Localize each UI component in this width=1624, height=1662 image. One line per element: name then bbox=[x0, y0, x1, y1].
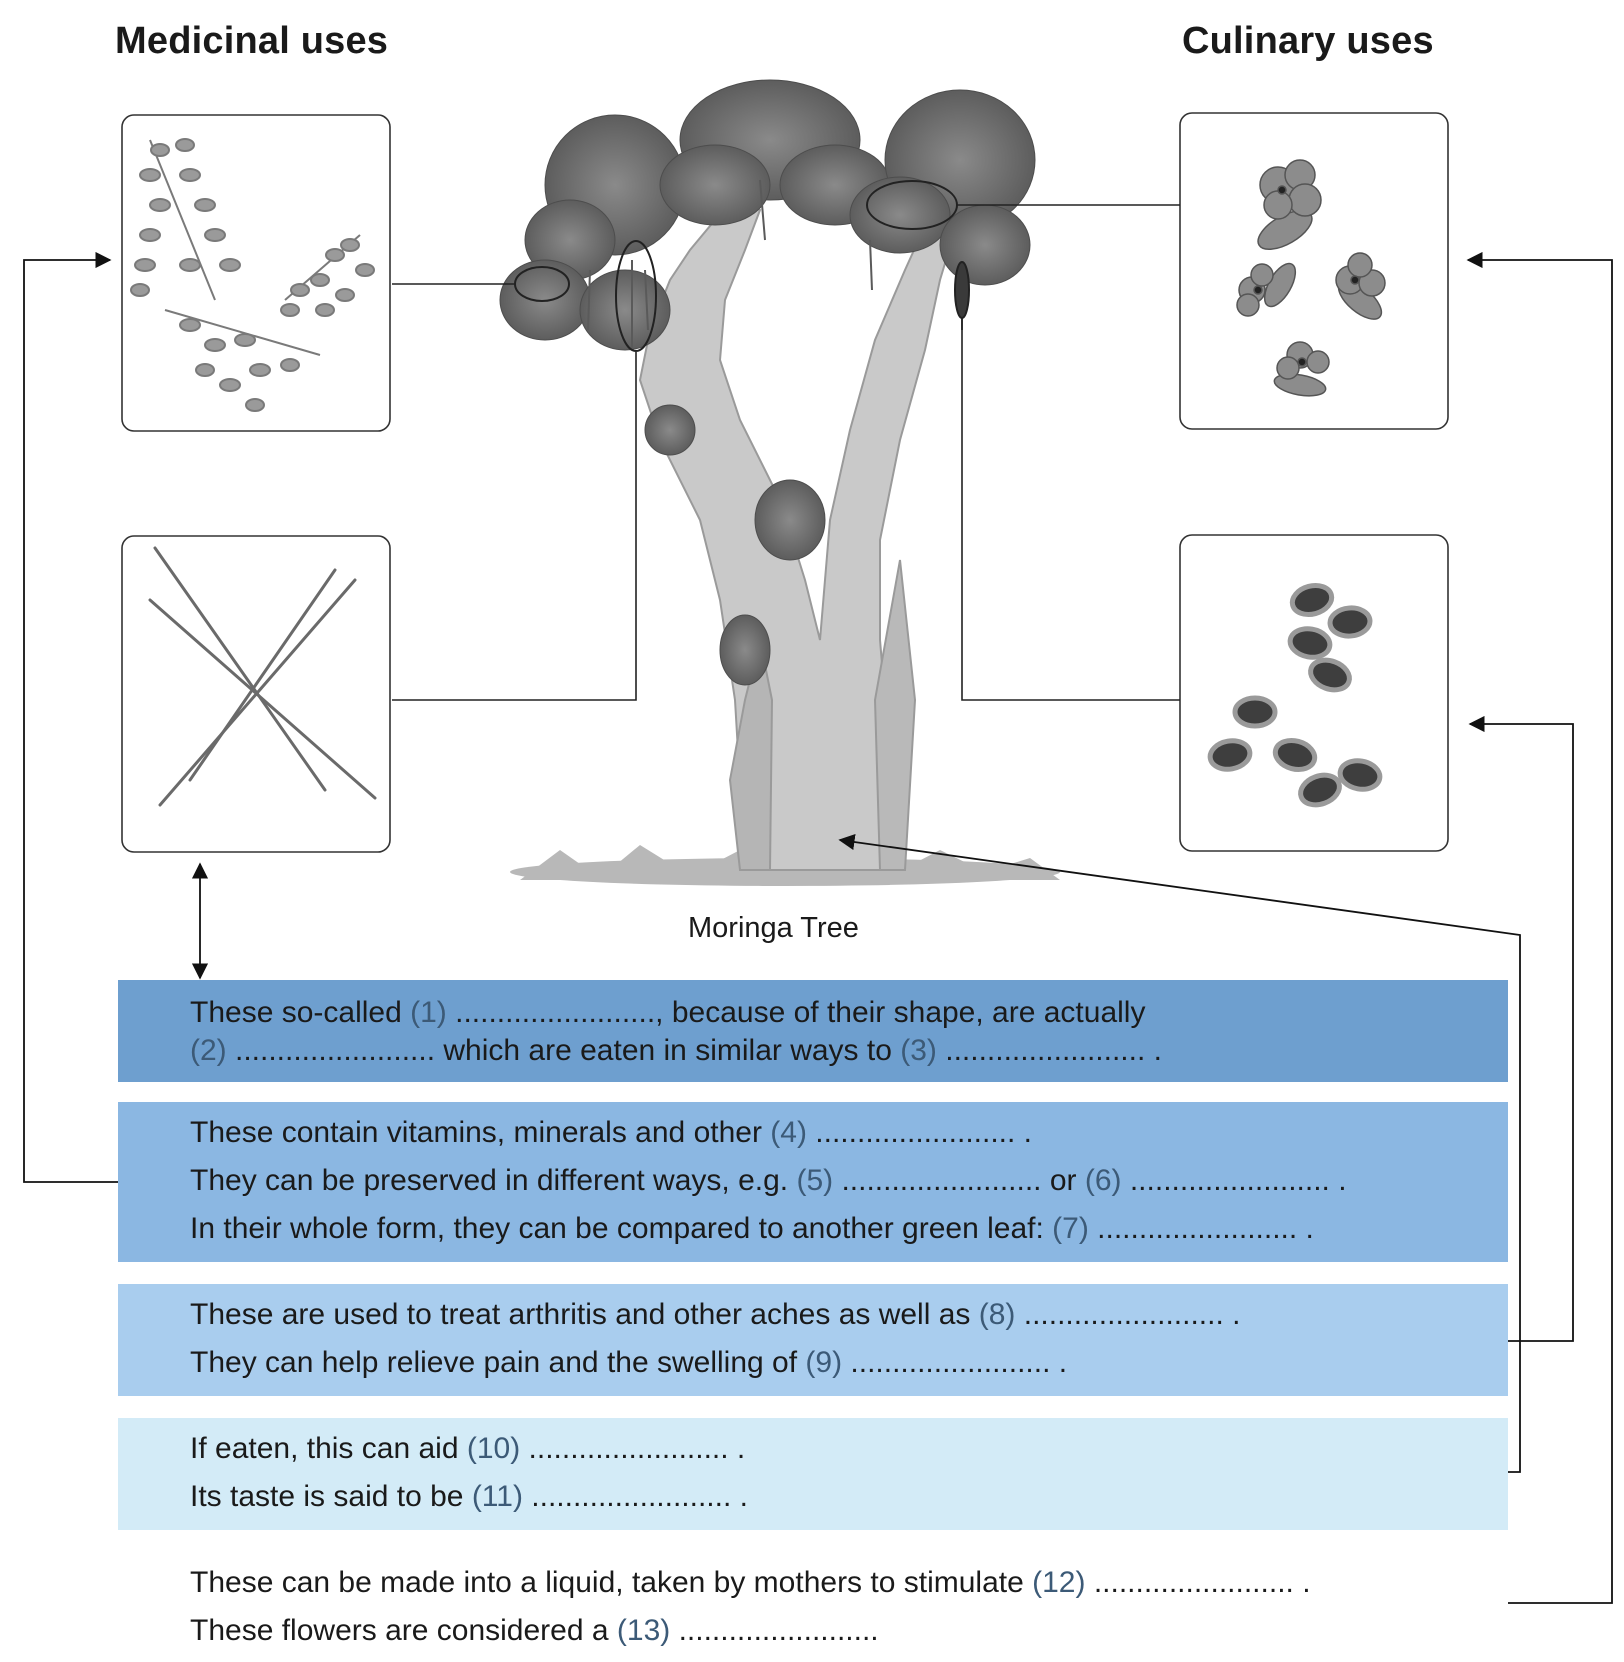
pods-box bbox=[122, 536, 390, 852]
band4-line1: If eaten, this can aid (10) ........................ . bbox=[190, 1432, 746, 1465]
text-band-root bbox=[118, 1418, 1508, 1530]
text-band-pods bbox=[118, 980, 1508, 1082]
seeds-box bbox=[1180, 535, 1448, 851]
band2-line2: They can be preserved in different ways, e.g. (5) ........................ or (6) ........................ . bbox=[190, 1164, 1347, 1197]
text-band-leaves bbox=[118, 1102, 1508, 1262]
medicinal-uses-heading: Medicinal uses bbox=[115, 20, 389, 62]
text-band-seeds bbox=[118, 1284, 1508, 1396]
band5-line1: These can be made into a liquid, taken by mothers to stimulate (12) ........................ . bbox=[190, 1566, 1311, 1599]
flowers-box bbox=[1180, 113, 1448, 429]
band3-line1: These are used to treat arthritis and other aches as well as (8) ........................ . bbox=[190, 1298, 1241, 1331]
band5-line2: These flowers are considered a (13) ........................ bbox=[190, 1614, 879, 1647]
text-band-flowers bbox=[118, 1552, 1508, 1662]
band4-line2: Its taste is said to be (11) ........................ . bbox=[190, 1480, 748, 1513]
band1-line1: These so-called (1) ........................, because of their shape, are actually bbox=[190, 996, 1146, 1029]
tree-label: Moringa Tree bbox=[688, 912, 859, 944]
moringa-tree-illustration bbox=[500, 80, 1060, 886]
band1-line2: (2) ........................ which are eaten in similar ways to (3) ........................ . bbox=[190, 1034, 1162, 1067]
culinary-uses-heading: Culinary uses bbox=[1182, 20, 1434, 62]
band3-line2: They can help relieve pain and the swelling of (9) ........................ . bbox=[190, 1346, 1068, 1379]
band2-line3: In their whole form, they can be compared to another green leaf: (7) ........................ . bbox=[190, 1212, 1314, 1245]
band2-line1: These contain vitamins, minerals and other (4) ........................ . bbox=[190, 1116, 1033, 1149]
leaves-box bbox=[122, 115, 390, 431]
